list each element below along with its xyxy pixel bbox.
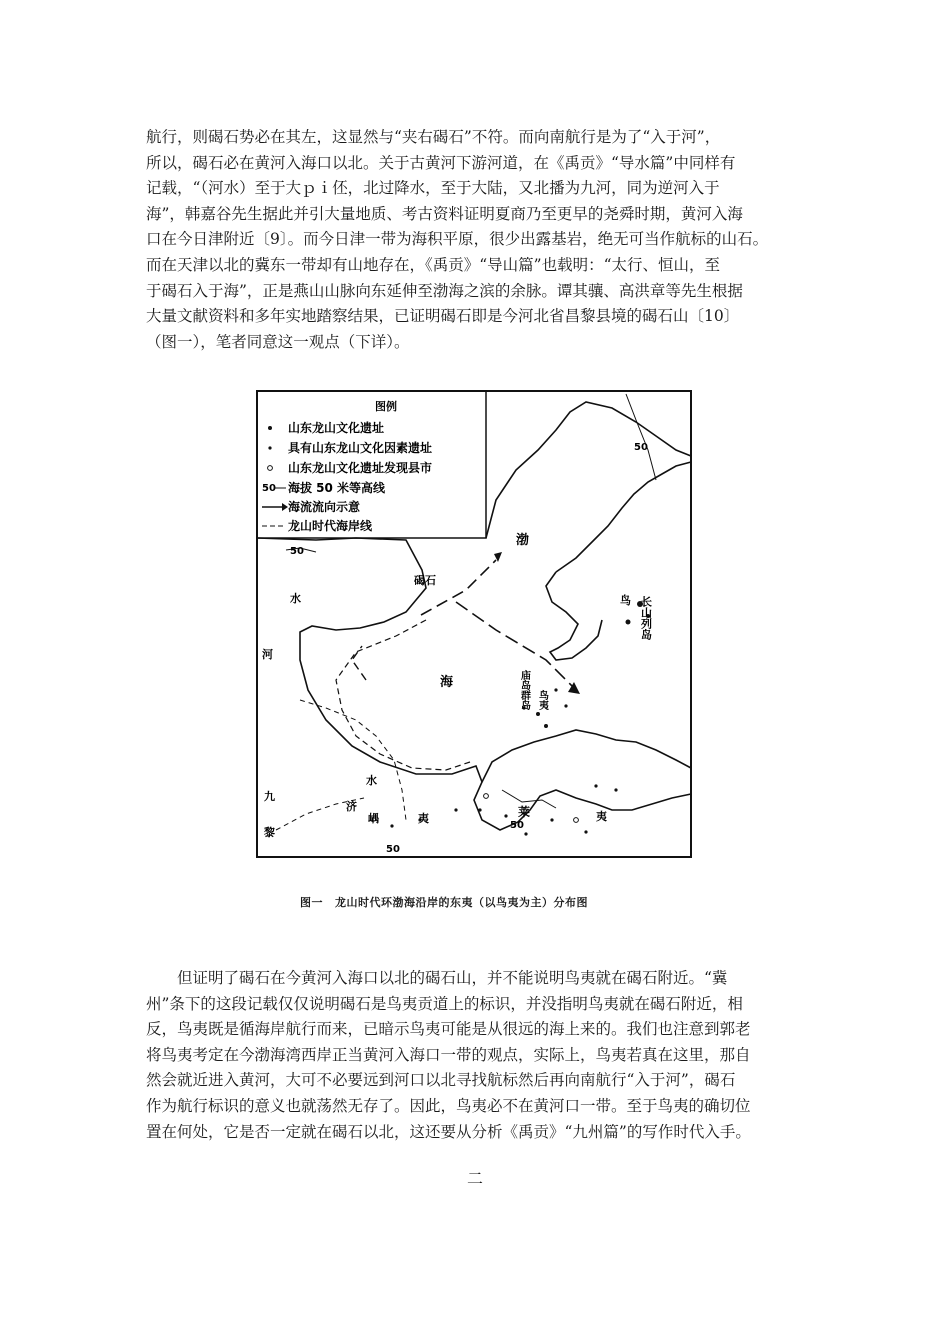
bohai-map (256, 390, 692, 860)
label-niao: 鸟 (620, 594, 631, 607)
text-line: 所以，碣石必在黄河入海口以北。关于古黄河下游河道，在《禹贡》“导水篇”中同样有 (146, 153, 736, 172)
label-yi: 夷 (596, 810, 607, 823)
text-line: 海”，韩嘉谷先生据此并引大量地质、考古资料证明夏商乃至更早的尧舜时期，黄河入海 (146, 204, 743, 223)
site-dot-icon (268, 426, 272, 430)
label-ji: 济 (346, 800, 357, 813)
legend-item: 海流流向示意 (288, 500, 361, 514)
text-line: 然会就近进入黄河，大可不必要远到河口以北寻找航标然后再向南航行“入于河”，碣石 (146, 1071, 736, 1090)
paragraph-2 (146, 966, 816, 1145)
text-line: 而在天津以北的冀东一带却有山地存在，《禹贡》“导山篇”也载明：“太行、恒山，至 (146, 255, 721, 274)
legend-item: 具有山东龙山文化因素遗址 (288, 441, 433, 455)
legend-title: 图例 (375, 400, 397, 413)
label-niaoyi: 鸟夷 (536, 690, 548, 710)
contour-label: 50 (510, 820, 524, 831)
label-bo: 渤 (516, 533, 530, 548)
label-li: 黎 (264, 826, 275, 839)
label-hai: 海 (440, 675, 454, 690)
legend-item: 龙山时代海岸线 (288, 519, 373, 533)
label-he: 河 (262, 648, 273, 661)
label-yi: 夷 (418, 812, 429, 825)
text-line: 作为航行标识的意义也就荡然无存了。因此，鸟夷必不在黄河口一带。至于鸟夷的确切位 (146, 1096, 751, 1115)
text-line: 但证明了碣石在今黄河入海口以北的碣石山，并不能说明鸟夷就在碣石附近。“冀 (146, 969, 728, 987)
label-shui: 水 (366, 774, 377, 787)
caption-number: 图一 (300, 896, 323, 909)
site-dot (554, 688, 557, 691)
label-lai: 莱 (518, 805, 531, 819)
legend-item: 海拔 50 米等高线 (288, 481, 386, 495)
label-jieshi: 碣石 (414, 574, 436, 587)
text-line: 记载，“（河水）至于大ｐｉ伾，北过降水，至于大陆，又北播为九河，同为逆河入于 (146, 179, 720, 198)
contour-value: 50 (262, 483, 276, 494)
text-line: 口在今日津附近〔9〕。而今日津一带为海积平原，很少出露基岩，绝无可当作航标的山石。 (146, 230, 769, 249)
label-changshan: 长山列岛 (639, 596, 653, 640)
text-line: 置在何处，它是否一定就在碣石以北，这还要从分析《禹贡》“九州篇”的写作时代入手。 (146, 1122, 751, 1141)
label-shui: 水 (290, 592, 301, 605)
label-jiu: 九 (264, 790, 275, 803)
paragraph-1 (146, 125, 816, 355)
legend-item: 山东龙山文化遗址 (288, 421, 385, 435)
caption-text: 龙山时代环渤海沿岸的东夷（以鸟夷为主）分布图 (335, 896, 588, 909)
label-yu: 嵎 (368, 812, 379, 825)
contour-label: 50 (634, 442, 648, 453)
text-line: 于碣石入于海”，正是燕山山脉向东延伸至渤海之滨的余脉。谭其骧、高洪章等先生根据 (146, 281, 743, 300)
text-line: 反，鸟夷既是循海岸航行而来，已暗示鸟夷可能是从很远的海上来的。我们也注意到郭老 (146, 1020, 751, 1039)
contour-label: 50 (290, 546, 304, 557)
label-miaodao: 庙岛群岛 (518, 670, 530, 710)
legend-item: 山东龙山文化遗址发现县市 (288, 461, 433, 475)
influence-dot-icon (268, 446, 271, 449)
text-line: 大量文献资料和多年实地踏察结果，已证明碣石即是今河北省昌黎县境的碣石山〔10〕 (146, 307, 740, 326)
figure-caption (300, 894, 600, 910)
text-line: 州”条下的这段记载仅仅说明碣石是鸟夷贡道上的标识，并没指明鸟夷就在碣石附近，相 (146, 994, 743, 1013)
map-figure (256, 390, 692, 860)
text-line: 将鸟夷考定在今渤海湾西岸正当黄河入海口一带的观点，实际上，鸟夷若真在这里，那自 (146, 1045, 751, 1064)
text-line: 航行，则碣石势必在其左，这显然与“夹右碣石”不符。而向南航行是为了“入于河”， (146, 128, 721, 146)
contour-label: 50 (386, 844, 400, 855)
text-line: （图一），笔者同意这一观点（下详）。 (146, 332, 410, 351)
section-heading: 二 (466, 1169, 483, 1188)
